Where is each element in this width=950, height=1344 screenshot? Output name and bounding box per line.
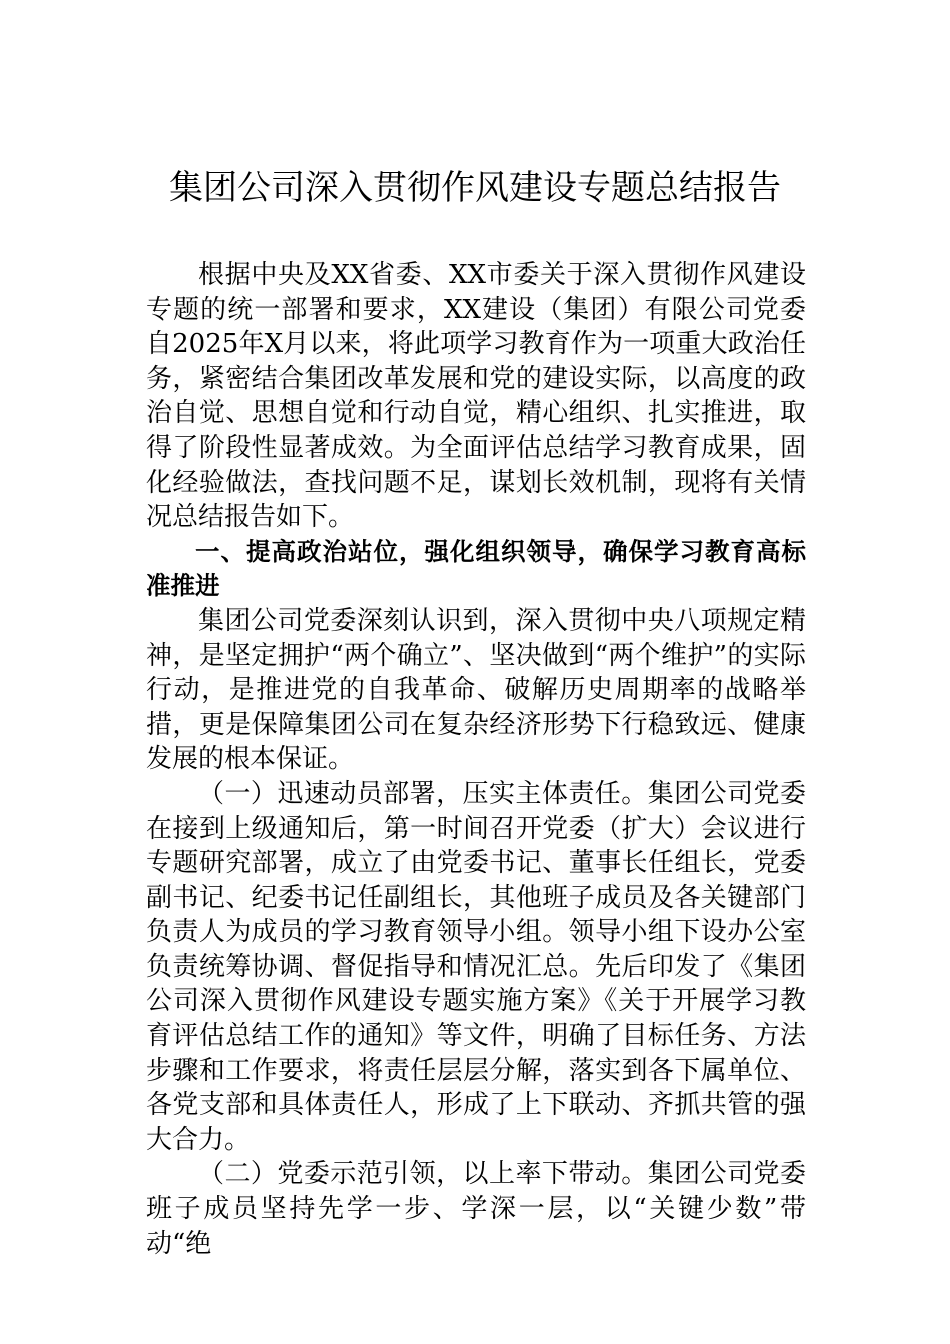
- intro-paragraph: 根据中央及XX省委、XX市委关于深入贯彻作风建设专题的统一部署和要求，XX建设（集团）有限公司党委自2025年X月以来，将此项学习教育作为一项重大政治任务，紧密结合集团改革发展和党的建设实际，以高度的政治自觉、思想自觉和行动自觉，精心组织、扎实推进，取得了阶段性显著成效。为全面评估总结学习教育成果，固化经验做法，查找问题不足，谋划长效机制，现将有关情况总结报告如下。: [146, 260, 806, 533]
- subsection-2-paragraph: （二）党委示范引领，以上率下带动。集团公司党委班子成员坚持先学一步、学深一层，以“关键少数”带动“绝: [146, 1159, 806, 1259]
- section-1-paragraph: 集团公司党委深刻认识到，深入贯彻中央八项规定精神，是坚定拥护“两个确立”、坚决做到“两个维护”的实际行动，是推进党的自我革命、破解历史周期率的战略举措，更是保障集团公司在复杂经济形势下行稳致远、健康发展的根本保证。: [146, 605, 806, 775]
- document-body: [146, 258, 806, 1261]
- document-title: 集团公司深入贯彻作风建设专题总结报告: [169, 168, 781, 208]
- subsection-1-paragraph: （一）迅速动员部署，压实主体责任。集团公司党委在接到上级通知后，第一时间召开党委（扩大）会议进行专题研究部署，成立了由党委书记、董事长任组长，党委副书记、纪委书记任副组长，其他班子成员及各关键部门负责人为成员的学习教育领导小组。领导小组下设办公室负责统筹协调、督促指导和情况汇总。先后印发了《集团公司深入贯彻作风建设专题实施方案》《关于开展学习教育评估总结工作的通知》等文件，明确了目标任务、方法步骤和工作要求，将责任层层分解，落实到各下属单位、各党支部和具体责任人，形成了上下联动、齐抓共管的强大合力。: [146, 778, 806, 1155]
- section-heading-1: 一、提高政治站位，强化组织领导，确保学习教育高标准推进: [146, 536, 806, 601]
